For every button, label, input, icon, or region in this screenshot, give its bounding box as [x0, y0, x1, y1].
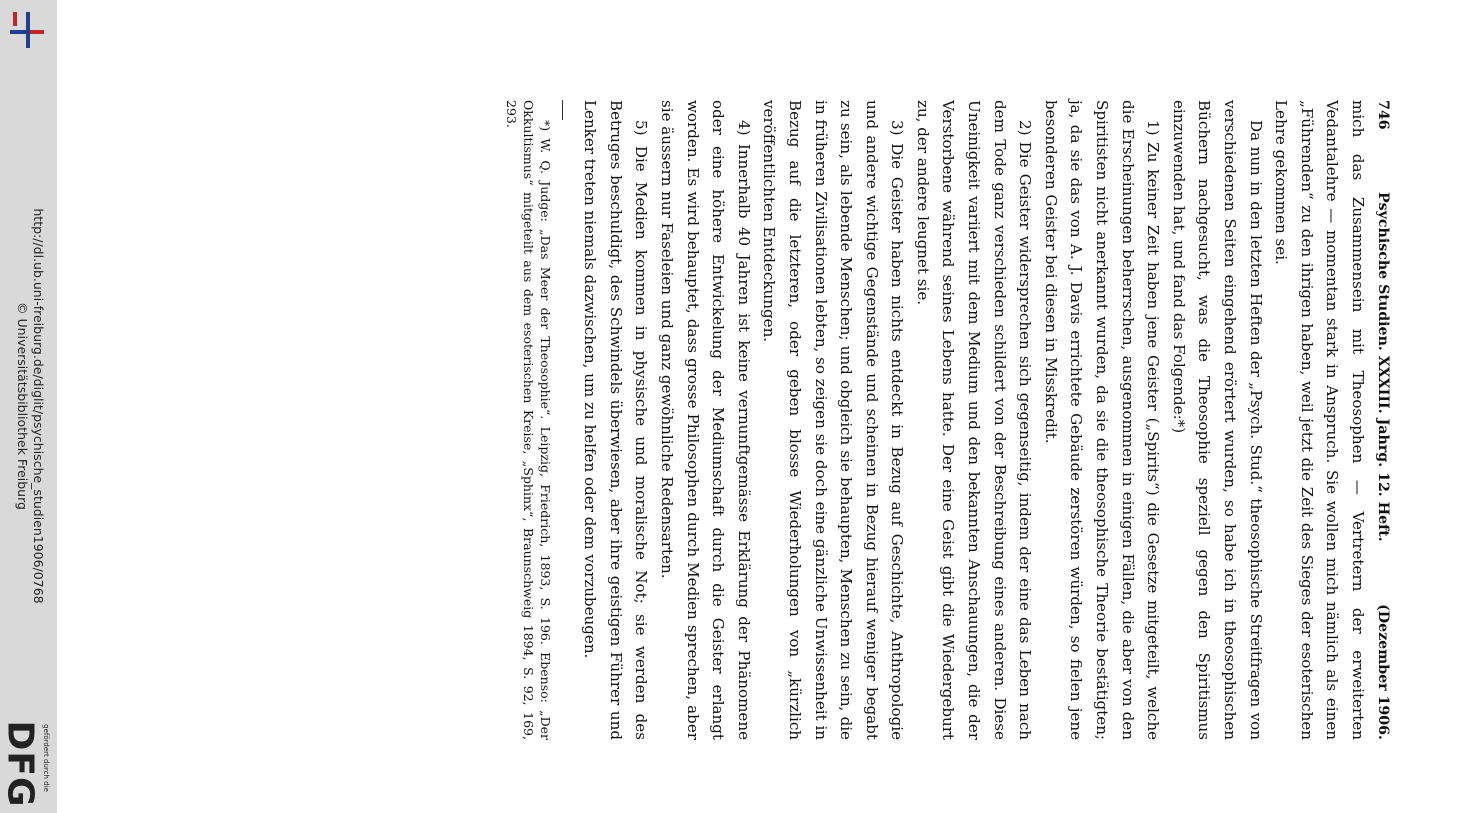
paragraph: 4) Innerhalb 40 Jahren ist keine vernunftgemässe Erklärung der Phänomene oder eine höhere Entwickelung der Mediumschaft durch die Geister erlangt worden. Es wird behauptet, dass grosse Philosophen durch Medien sprechen, aber sie äussern nur Faseleien und ganz gewöhnliche Redensarten.	[657, 100, 753, 740]
source-info	[14, 208, 46, 603]
scanned-page	[186, 100, 1396, 740]
footnote: *) W. Q. Judge: „Das Meer der Theosophie“. Leipzig, Friedrich, 1893, S. 196. Ebenso: „Der Okkultismus“ mitgeteilt aus dem esoterischen Kreise, „Sphinx“, Braunschweig 1894, S. 92, 169, 293.	[503, 100, 553, 740]
copyright-text: © Universitätsbibliothek Freiburg	[15, 302, 30, 510]
source-url[interactable]: http://dl.ub.uni-freiburg.de/diglit/psychische_studien1906/0768	[31, 208, 46, 604]
page-body	[577, 100, 1370, 740]
footnote-area	[503, 100, 554, 740]
paragraph: 1) Zu keiner Zeit haben jene Geister („Spirits“) die Gesetze mitgeteilt, welche die Erscheinungen beherrschen, ausgenommen in einigen Fällen, die aber von den Spiritisten nicht anerkannt wurden, da sie die theosophische Theorie bestätigten; ja, da sie das von A. J. Davis errichtete Gebäude zerstören würden, so fielen jene besonderen Geister bei diesen in Misskredit.	[1041, 100, 1163, 740]
dfg-logo: DFG	[0, 720, 41, 808]
dfg-sponsor-text: gefördert durch die	[42, 724, 50, 792]
paragraph: 5) Die Medien kommen in physische und moralische Not; sie werden des Betruges beschuldigt, des Schwindels überwiesen, aber ihre geistigen Führer und Lenker treten niemals dazwischen, um zu helfen oder dem vorzubeugen.	[581, 100, 651, 740]
ub-freiburg-logo-icon	[6, 8, 50, 52]
page-number: 746	[1375, 100, 1391, 130]
paragraph: 3) Die Geister haben nichts entdeckt in Bezug auf Geschichte, Anthropologie und andere wichtige Gegenstände und scheinen in Bezug hierauf weniger begabt zu sein, als lebende Menschen; und obgleich sie behaupten, Menschen zu sein, die in früheren Zivilisationen lebten, so zeigen sie doch eine gänzliche Unwissenheit in Bezug auf die letzteren, oder geben blosse Wiederholungen von „kürzlich veröffentlichten Entdeckungen.	[760, 100, 907, 740]
viewer-sidebar	[0, 0, 57, 813]
footnote-divider	[562, 100, 563, 120]
paragraph: mich das Zusammensein mit Theosophen — Vertretern der erweiterten Vedantalehre — momentan stark in Anspruch. Sie wollen mich nämlich als einen „Führenden“ zu den ihrigen haben, weil jetzt die Zeit des Sieges der esoterischen Lehre gekommen sei.	[1272, 100, 1367, 740]
paragraph: Da nun in den letzten Heften der „Psych. Stud.“ theosophische Streitfragen von verschiedenen Seiten eingehend erörtert wurden, so habe ich in theosophischen Büchern nachgesucht, was die Theosophie speziell gegen den Spiritismus einzuwenden hat, und fand das Folgende:*)	[1169, 100, 1265, 740]
paragraph: 2) Die Geister widersprechen sich gegenseitig, indem der eine das Leben nach dem Tode ganz verschieden schildert von der Beschreibung eines anderen. Diese Uneinigkeit variiert mit dem Medium und den bekannten Anschauungen, die der Verstorbene während seines Lebens hatte. Der eine Geist gibt die Wiedergeburt zu, der andere leugnet sie.	[913, 100, 1035, 740]
journal-title: Psychische Studien. XXXIII. Jahrg. 12. Heft.	[1375, 191, 1391, 542]
page-header	[1370, 100, 1396, 740]
issue-date: (Dezember 1906.	[1375, 604, 1391, 740]
